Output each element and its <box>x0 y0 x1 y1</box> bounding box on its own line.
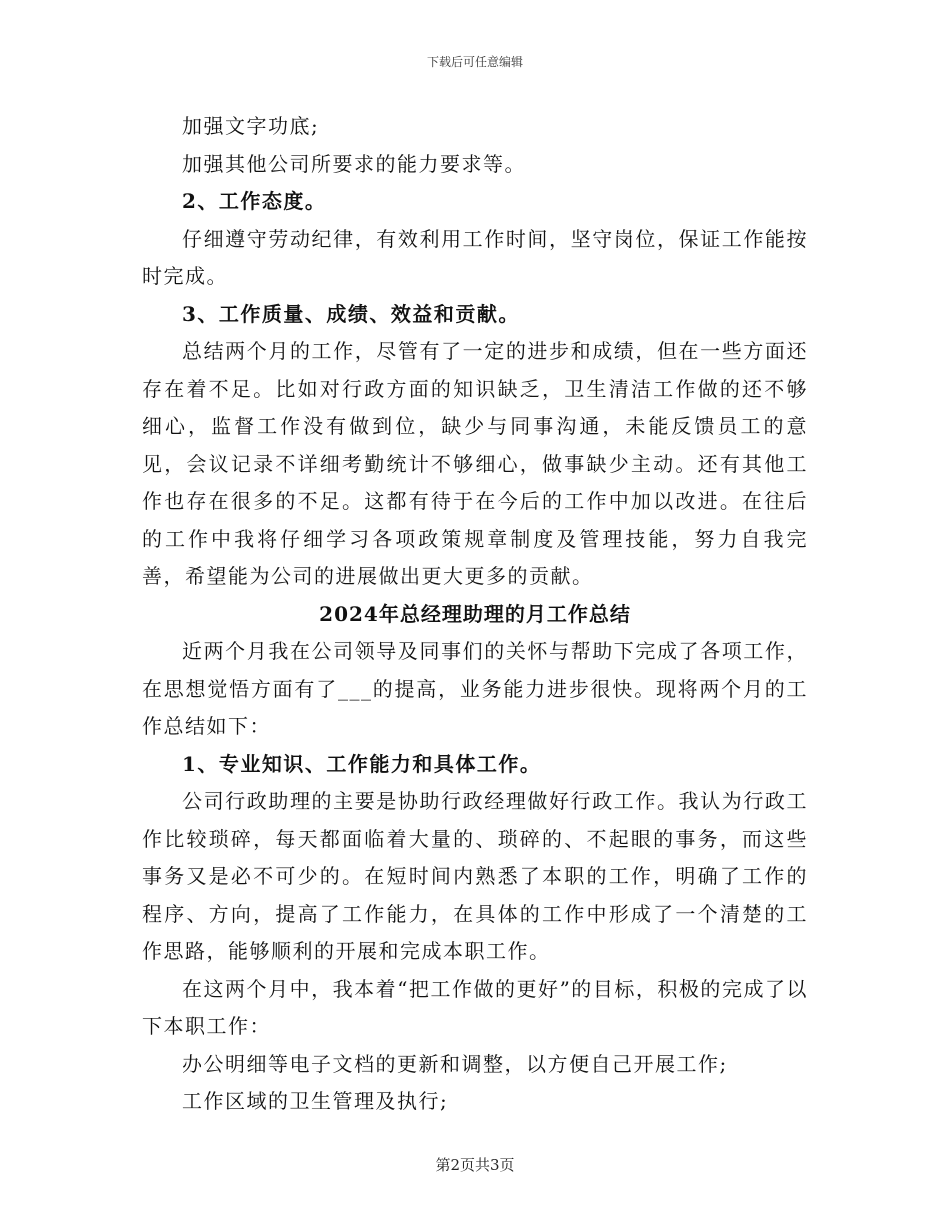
paragraph: 近两个月我在公司领导及同事们的关怀与帮助下完成了各项工作，在思想觉悟方面有了___的提高，业务能力进步很快。现将两个月的工作总结如下： <box>142 639 808 738</box>
paragraph: 公司行政助理的主要是协助行政经理做好行政工作。我认为行政工作比较琐碎，每天都面临着大量的、琐碎的、不起眼的事务，而这些事务又是必不可少的。在短时间内熟悉了本职的工作，明确了工作的程序、方向，提高了工作能力，在具体的工作中形成了一个清楚的工作思路，能够顺利的开展和完成本职工作。 <box>142 789 808 963</box>
page-header: 下载后可任意编辑 <box>426 55 523 69</box>
section-heading: 2、工作态度。 <box>182 189 327 213</box>
paragraph: 加强其他公司所要求的能力要求等。 <box>182 151 526 176</box>
document-title: 2024年总经理助理的月工作总结 <box>319 601 631 626</box>
paragraph: 加强文字功底; <box>182 114 320 138</box>
section-heading: 1、专业知识、工作能力和具体工作。 <box>182 751 542 776</box>
paragraph: 总结两个月的工作，尽管有了一定的进步和成绩，但在一些方面还存在着不足。比如对行政方面的知识缺乏，卫生清洁工作做的还不够细心，监督工作没有做到位，缺少与同事沟通，未能反馈员工的意见，会议记录不详细考勤统计不够细心，做事缺少主动。还有其他工作也存在很多的不足。这都有待于在今后的工作中加以改进。在往后的工作中我将仔细学习各项政策规章制度及管理技能，努力自我完善，希望能为公司的进展做出更大更多的贡献。 <box>142 339 808 588</box>
paragraph: 仔细遵守劳动纪律，有效利用工作时间，坚守岗位，保证工作能按时完成。 <box>142 226 808 288</box>
paragraph: 办公明细等电子文档的更新和调整，以方便自己开展工作; <box>182 1051 728 1076</box>
paragraph: 工作区域的卫生管理及执行; <box>182 1089 449 1113</box>
page-footer: 第2页共3页 <box>435 1156 515 1174</box>
section-heading: 3、工作质量、成绩、效益和贡献。 <box>182 301 520 326</box>
document-body <box>142 108 808 1121</box>
paragraph: 在这两个月中，我本着“把工作做的更好”的目标，积极的完成了以下本职工作： <box>142 976 808 1038</box>
